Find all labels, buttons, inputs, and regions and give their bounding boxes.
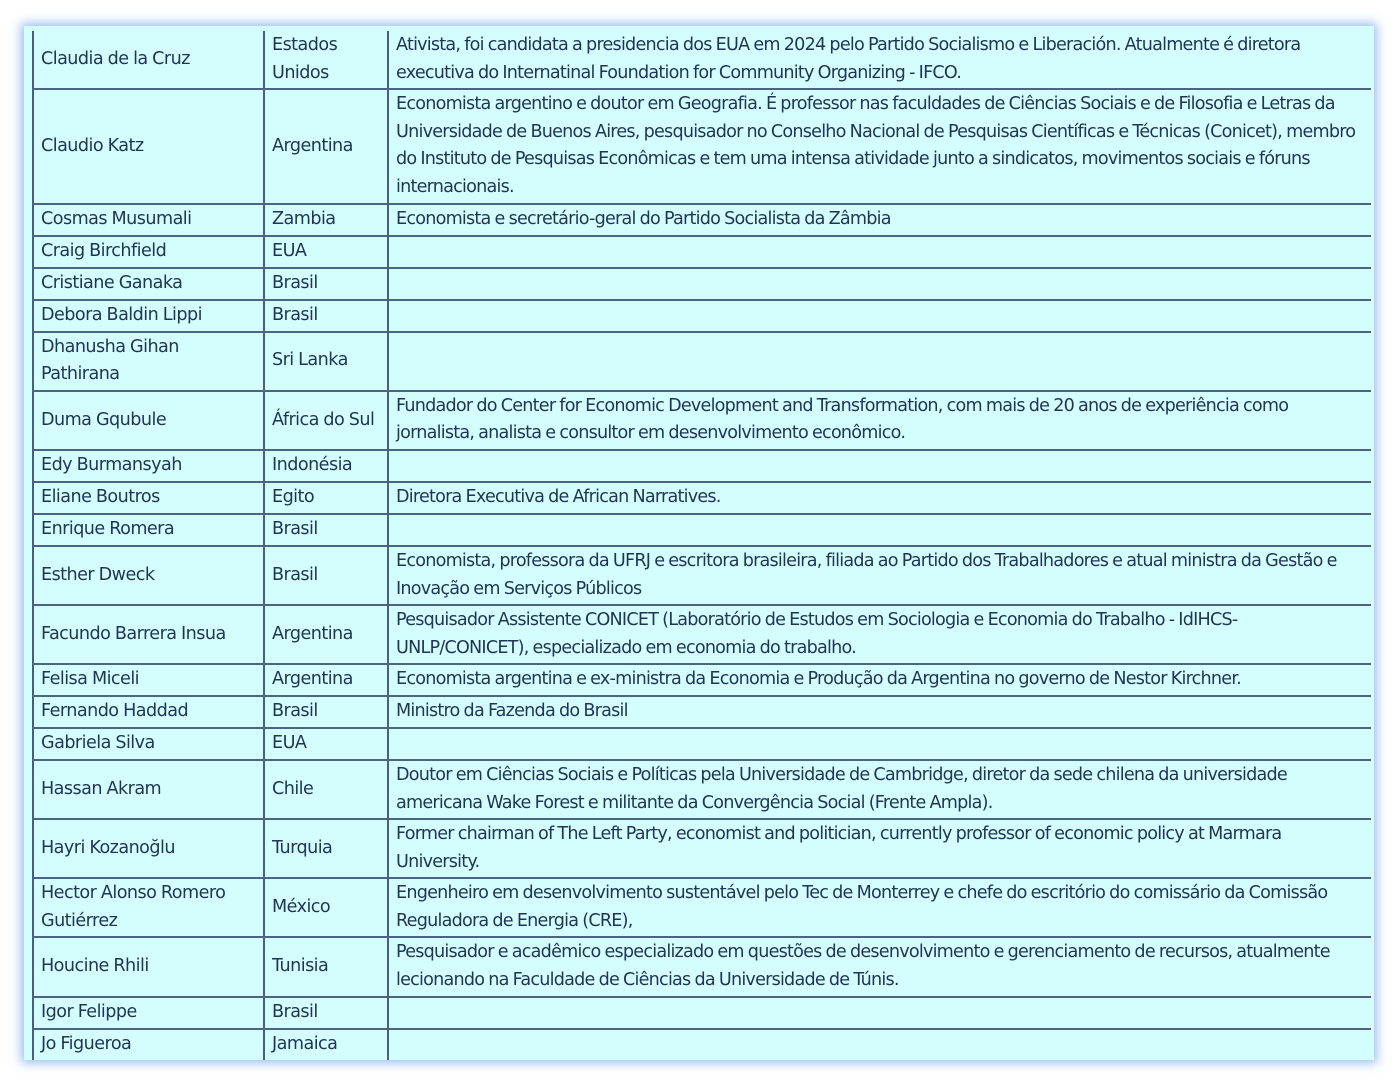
speaker-description-cell: Economista, professora da UFRJ e escritora brasileira, filiada ao Partido dos Trabalhadores e atual ministra da Gestão e Inovação em Serviços Públicos: [388, 546, 1371, 605]
table-row: [33, 819, 1371, 878]
speaker-country-cell: Brasil: [264, 514, 388, 546]
table-row: [33, 236, 1371, 268]
speaker-country-cell: Zambia: [264, 204, 388, 236]
speaker-country-cell: Egito: [264, 482, 388, 514]
speaker-name-cell: Igor Felippe: [33, 997, 264, 1029]
table-row: [33, 997, 1371, 1029]
table-row: [33, 878, 1371, 937]
speaker-description-cell: [388, 236, 1371, 268]
speaker-name-cell: Fernando Haddad: [33, 696, 264, 728]
speaker-description-cell: [388, 332, 1371, 391]
speaker-name-cell: Claudio Katz: [33, 89, 264, 203]
speaker-description-cell: [388, 300, 1371, 332]
speaker-description-cell: Ministro da Fazenda do Brasil: [388, 696, 1371, 728]
speaker-country-cell: Brasil: [264, 997, 388, 1029]
speaker-description-cell: Economista argentino e doutor em Geografia. É professor nas faculdades de Ciências Sociais e de Filosofia e Letras da Universidade de Buenos Aires, pesquisador no Conselho Nacional de Pesquisas Científicas e Técnicas (Conicet), membro do Instituto de Pesquisas Econômicas e tem uma intensa atividade junto a sindicatos, movimentos sociais e fóruns internacionais.: [388, 89, 1371, 203]
speaker-description-cell: [388, 268, 1371, 300]
speaker-description-cell: [388, 514, 1371, 546]
table-row: [33, 1029, 1371, 1060]
speaker-country-cell: África do Sul: [264, 391, 388, 450]
table-row: [33, 696, 1371, 728]
speaker-name-cell: Craig Birchfield: [33, 236, 264, 268]
table-row: [33, 450, 1371, 482]
speaker-country-cell: Brasil: [264, 300, 388, 332]
speaker-description-cell: Pesquisador Assistente CONICET (Laboratório de Estudos em Sociologia e Economia do Trabalho - IdIHCS-UNLP/CONICET), especializado em economia do trabalho.: [388, 605, 1371, 664]
speaker-description-cell: Pesquisador e acadêmico especializado em questões de desenvolvimento e gerenciamento de recursos, atualmente lecionando na Faculdade de Ciências da Universidade de Túnis.: [388, 937, 1371, 996]
table-row: [33, 664, 1371, 696]
table-row: [33, 89, 1371, 203]
speaker-country-cell: Argentina: [264, 664, 388, 696]
speakers-table: [32, 31, 1371, 1060]
speaker-country-cell: EUA: [264, 728, 388, 760]
table-row: [33, 482, 1371, 514]
table-row: [33, 332, 1371, 391]
speaker-name-cell: Houcine Rhili: [33, 937, 264, 996]
speaker-name-cell: Hayri Kozanoğlu: [33, 819, 264, 878]
speaker-description-cell: [388, 728, 1371, 760]
speaker-country-cell: Argentina: [264, 89, 388, 203]
table-row: [33, 514, 1371, 546]
speaker-description-cell: [388, 1029, 1371, 1060]
table-row: [33, 760, 1371, 819]
speaker-country-cell: Turquia: [264, 819, 388, 878]
table-row: [33, 300, 1371, 332]
speaker-name-cell: Edy Burmansyah: [33, 450, 264, 482]
speaker-description-cell: Diretora Executiva de African Narratives.: [388, 482, 1371, 514]
speaker-name-cell: Facundo Barrera Insua: [33, 605, 264, 664]
speaker-description-cell: Economista argentina e ex-ministra da Economia e Produção da Argentina no governo de Nestor Kirchner.: [388, 664, 1371, 696]
speaker-name-cell: Hector Alonso Romero Gutiérrez: [33, 878, 264, 937]
speaker-country-cell: Estados Unidos: [264, 31, 388, 89]
speaker-name-cell: Eliane Boutros: [33, 482, 264, 514]
speaker-name-cell: Felisa Miceli: [33, 664, 264, 696]
speaker-country-cell: Indonésia: [264, 450, 388, 482]
table-row: [33, 546, 1371, 605]
speaker-country-cell: Jamaica: [264, 1029, 388, 1060]
speaker-description-cell: [388, 450, 1371, 482]
speaker-country-cell: Sri Lanka: [264, 332, 388, 391]
table-row: [33, 268, 1371, 300]
speaker-country-cell: México: [264, 878, 388, 937]
speaker-name-cell: Esther Dweck: [33, 546, 264, 605]
table-row: [33, 204, 1371, 236]
speaker-name-cell: Cosmas Musumali: [33, 204, 264, 236]
speaker-name-cell: Claudia de la Cruz: [33, 31, 264, 89]
table-row: [33, 728, 1371, 760]
speaker-name-cell: Cristiane Ganaka: [33, 268, 264, 300]
table-row: [33, 605, 1371, 664]
speaker-name-cell: Dhanusha Gihan Pathirana: [33, 332, 264, 391]
speaker-country-cell: Argentina: [264, 605, 388, 664]
table-body: [33, 31, 1371, 1060]
speaker-name-cell: Jo Figueroa: [33, 1029, 264, 1060]
speaker-description-cell: [388, 997, 1371, 1029]
speaker-country-cell: Brasil: [264, 696, 388, 728]
speaker-description-cell: Former chairman of The Left Party, economist and politician, currently professor of economic policy at Marmara University.: [388, 819, 1371, 878]
speaker-country-cell: EUA: [264, 236, 388, 268]
speaker-description-cell: Fundador do Center for Economic Development and Transformation, com mais de 20 anos de experiência como jornalista, analista e consultor em desenvolvimento econômico.: [388, 391, 1371, 450]
speaker-country-cell: Brasil: [264, 546, 388, 605]
speaker-name-cell: Duma Gqubule: [33, 391, 264, 450]
speaker-name-cell: Gabriela Silva: [33, 728, 264, 760]
table-row: [33, 31, 1371, 89]
speaker-description-cell: Doutor em Ciências Sociais e Políticas pela Universidade de Cambridge, diretor da sede chilena da universidade americana Wake Forest e militante da Convergência Social (Frente Ampla).: [388, 760, 1371, 819]
speaker-description-cell: Engenheiro em desenvolvimento sustentável pelo Tec de Monterrey e chefe do escritório do comissário da Comissão Reguladora de Energia (CRE),: [388, 878, 1371, 937]
table-row: [33, 937, 1371, 996]
speaker-country-cell: Brasil: [264, 268, 388, 300]
speaker-name-cell: Enrique Romera: [33, 514, 264, 546]
table-row: [33, 391, 1371, 450]
speaker-country-cell: Tunisia: [264, 937, 388, 996]
speaker-description-cell: Economista e secretário-geral do Partido Socialista da Zâmbia: [388, 204, 1371, 236]
speaker-description-cell: Ativista, foi candidata a presidencia dos EUA em 2024 pelo Partido Socialismo e Liberación. Atualmente é diretora executiva do Internatinal Foundation for Community Organizing - IFCO.: [388, 31, 1371, 89]
speaker-name-cell: Hassan Akram: [33, 760, 264, 819]
speaker-name-cell: Debora Baldin Lippi: [33, 300, 264, 332]
speaker-country-cell: Chile: [264, 760, 388, 819]
